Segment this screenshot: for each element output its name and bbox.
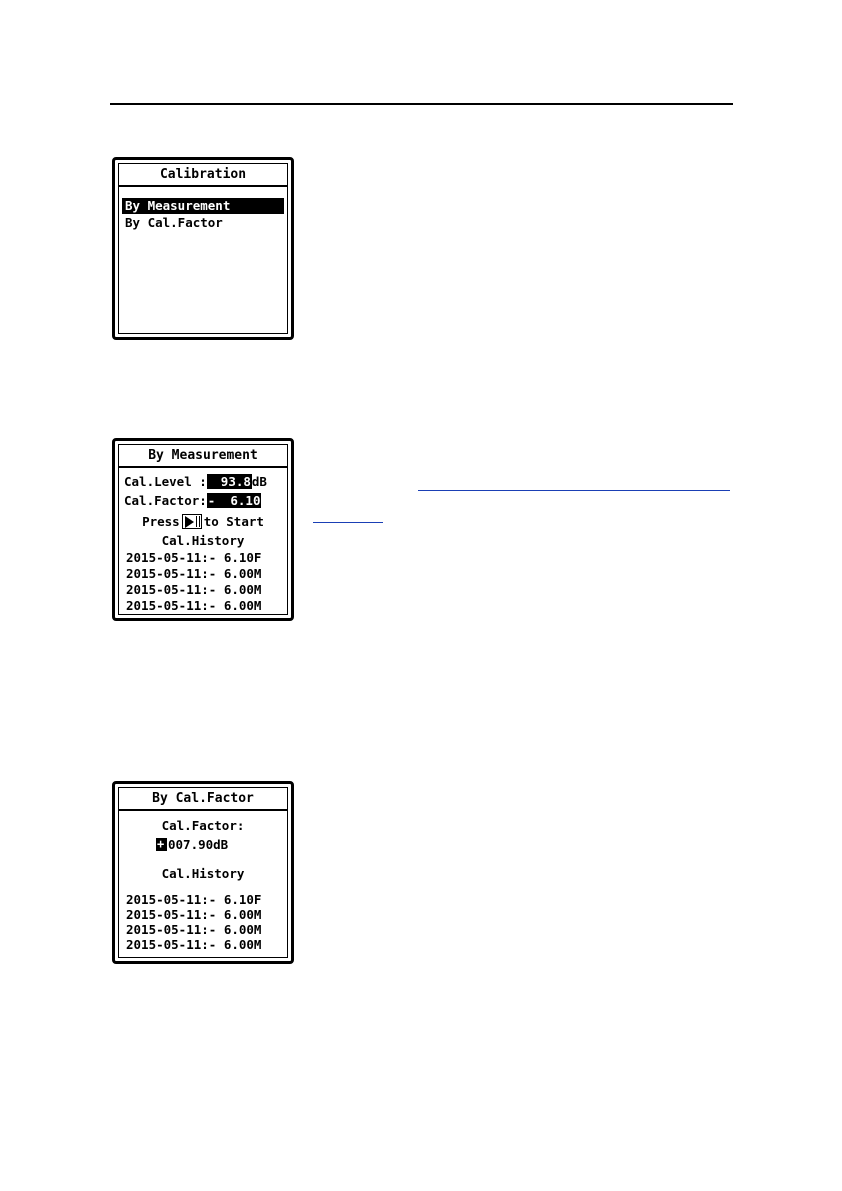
link-underline[interactable] xyxy=(313,522,383,523)
title-divider xyxy=(119,466,287,468)
link-underline[interactable] xyxy=(418,490,730,491)
title-divider xyxy=(119,809,287,811)
cal-factor-row xyxy=(124,493,261,509)
by-measurement-screen xyxy=(112,438,294,621)
screen-title: Calibration xyxy=(159,167,247,182)
to-start-label: to Start xyxy=(203,514,264,529)
cal-factor-row xyxy=(156,837,228,853)
cal-factor-input[interactable]: - 6.10 xyxy=(207,493,261,508)
cal-factor-label: Cal.Factor: xyxy=(161,818,245,833)
history-row: 2015-05-11:- 6.00M xyxy=(126,922,262,937)
cal-level-unit: dB xyxy=(251,474,267,489)
plus-cursor-icon[interactable] xyxy=(156,838,167,851)
history-row: 2015-05-11:- 6.00M xyxy=(126,582,262,597)
screen-frame xyxy=(118,163,288,334)
cal-factor-input[interactable]: 007.90dB xyxy=(168,837,229,852)
menu-item-by-measurement[interactable]: By Measurement xyxy=(122,198,284,214)
cal-level-label: Cal.Level : xyxy=(124,474,207,489)
screen-frame xyxy=(118,787,288,958)
title-divider xyxy=(119,185,287,187)
press-label: Press xyxy=(142,514,180,529)
cal-factor-label: Cal.Factor: xyxy=(124,493,207,508)
history-title: Cal.History xyxy=(161,533,245,548)
start-prompt xyxy=(119,514,287,530)
history-row: 2015-05-11:- 6.00M xyxy=(126,566,262,581)
history-title: Cal.History xyxy=(161,866,245,881)
history-row: 2015-05-11:- 6.10F xyxy=(126,892,262,907)
screen-title: By Cal.Factor xyxy=(152,791,254,806)
history-row: 2015-05-11:- 6.00M xyxy=(126,907,262,922)
cal-level-row xyxy=(124,474,267,490)
screen-frame xyxy=(118,444,288,615)
history-row: 2015-05-11:- 6.00M xyxy=(126,937,262,952)
screen-title: By Measurement xyxy=(148,448,258,463)
menu-item-by-cal-factor[interactable]: By Cal.Factor xyxy=(125,215,223,230)
calibration-menu-screen xyxy=(112,157,294,340)
history-row: 2015-05-11:- 6.00M xyxy=(126,598,262,613)
by-cal-factor-screen xyxy=(112,781,294,964)
play-pause-icon[interactable] xyxy=(182,514,202,529)
history-row: 2015-05-11:- 6.10F xyxy=(126,550,262,565)
cal-level-input[interactable]: 93.8 xyxy=(207,474,252,489)
header-rule xyxy=(110,103,733,105)
